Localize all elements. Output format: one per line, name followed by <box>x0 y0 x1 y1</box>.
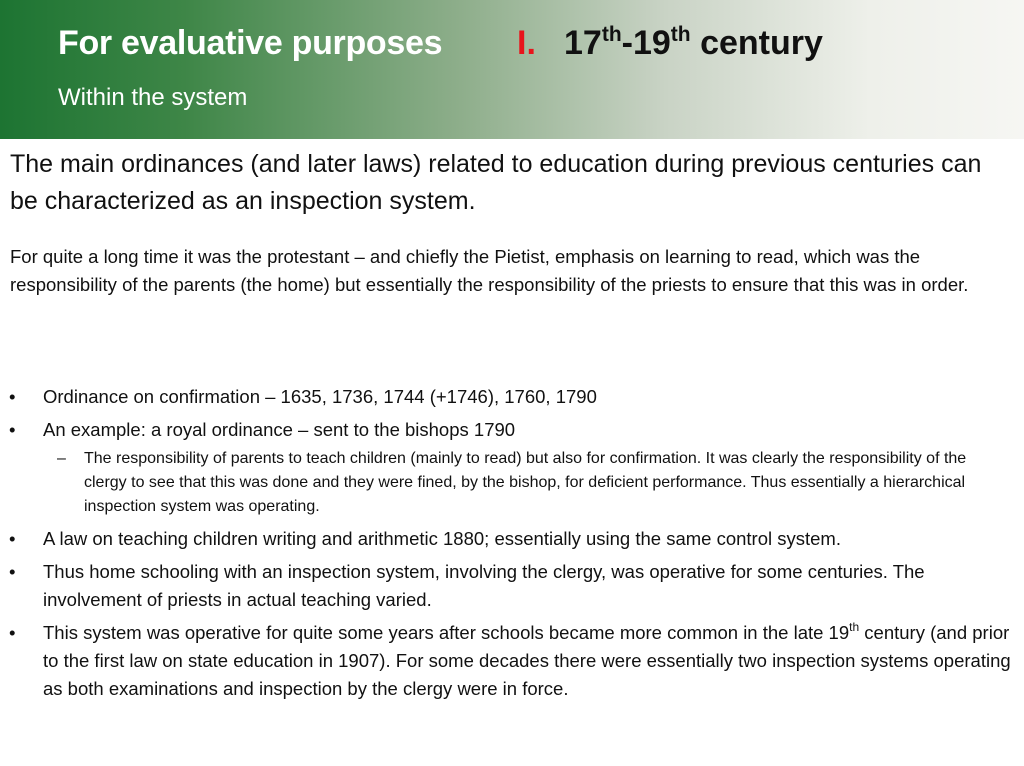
century-suffix-1: th <box>601 23 622 46</box>
century-start: 17 <box>564 24 602 62</box>
sub-bullet-item <box>0 447 984 519</box>
bullet-item <box>0 383 1018 411</box>
bullet-superscript: th <box>849 620 860 634</box>
bullet-text: Ordinance on confirmation – 1635, 1736, 1744 (+1746), 1760, 1790 <box>43 386 597 407</box>
slide-header <box>0 0 1024 139</box>
body-paragraph: For quite a long time it was the protestant – and chiefly the Pietist, emphasis on learning to read, which was the responsibility of the parents (the home) but essentially the responsibility of the priests to ensure that this was in order. <box>10 246 969 295</box>
century-end: -19 <box>621 24 671 62</box>
bullet-list <box>0 383 1024 708</box>
slide-title: For evaluative purposes <box>58 24 443 62</box>
sub-bullet-text: The responsibility of parents to teach children (mainly to read) but also for confirmation. It was clearly the responsibility of the clergy to see that this was done and they were fined, by the bishop, for deficient performance. Thus essentially a hierarchical inspection system was operating. <box>84 450 967 515</box>
bullet-item <box>0 558 1018 614</box>
century-word: century <box>690 24 823 62</box>
bullet-text: Thus home schooling with an inspection system, involving the clergy, was operative for some centuries. The involvement of priests in actual teaching varied. <box>43 561 925 610</box>
bullet-text: An example: a royal ordinance – sent to the bishops 1790 <box>43 419 516 440</box>
bullet-marker: • <box>9 528 16 549</box>
bullet-text-part1: This system was operative for quite some years after schools became more common in the late 19 <box>43 622 850 643</box>
bullet-item <box>0 619 1018 703</box>
intro-text: The main ordinances (and later laws) related to education during previous centuries can be characterized as an inspection system. <box>10 150 982 215</box>
section-numeral: I. <box>517 24 536 62</box>
bullet-marker: • <box>9 561 16 582</box>
sub-bullet-marker: – <box>57 450 66 467</box>
century-heading <box>564 24 823 63</box>
bullet-text: A law on teaching children writing and arithmetic 1880; essentially using the same control system. <box>43 528 841 549</box>
century-suffix-2: th <box>670 23 691 46</box>
bullet-item <box>0 416 1018 444</box>
bullet-item <box>0 525 1018 553</box>
bullet-text-part2: century (and prior to the first law on state education in 1907). For some decades there were essentially two inspection systems operating as both examinations and inspection by the clergy were in force. <box>43 622 1011 699</box>
bullet-marker: • <box>9 386 16 407</box>
slide-subtitle: Within the system <box>58 84 248 111</box>
bullet-marker: • <box>9 419 16 440</box>
bullet-marker: • <box>9 622 16 643</box>
